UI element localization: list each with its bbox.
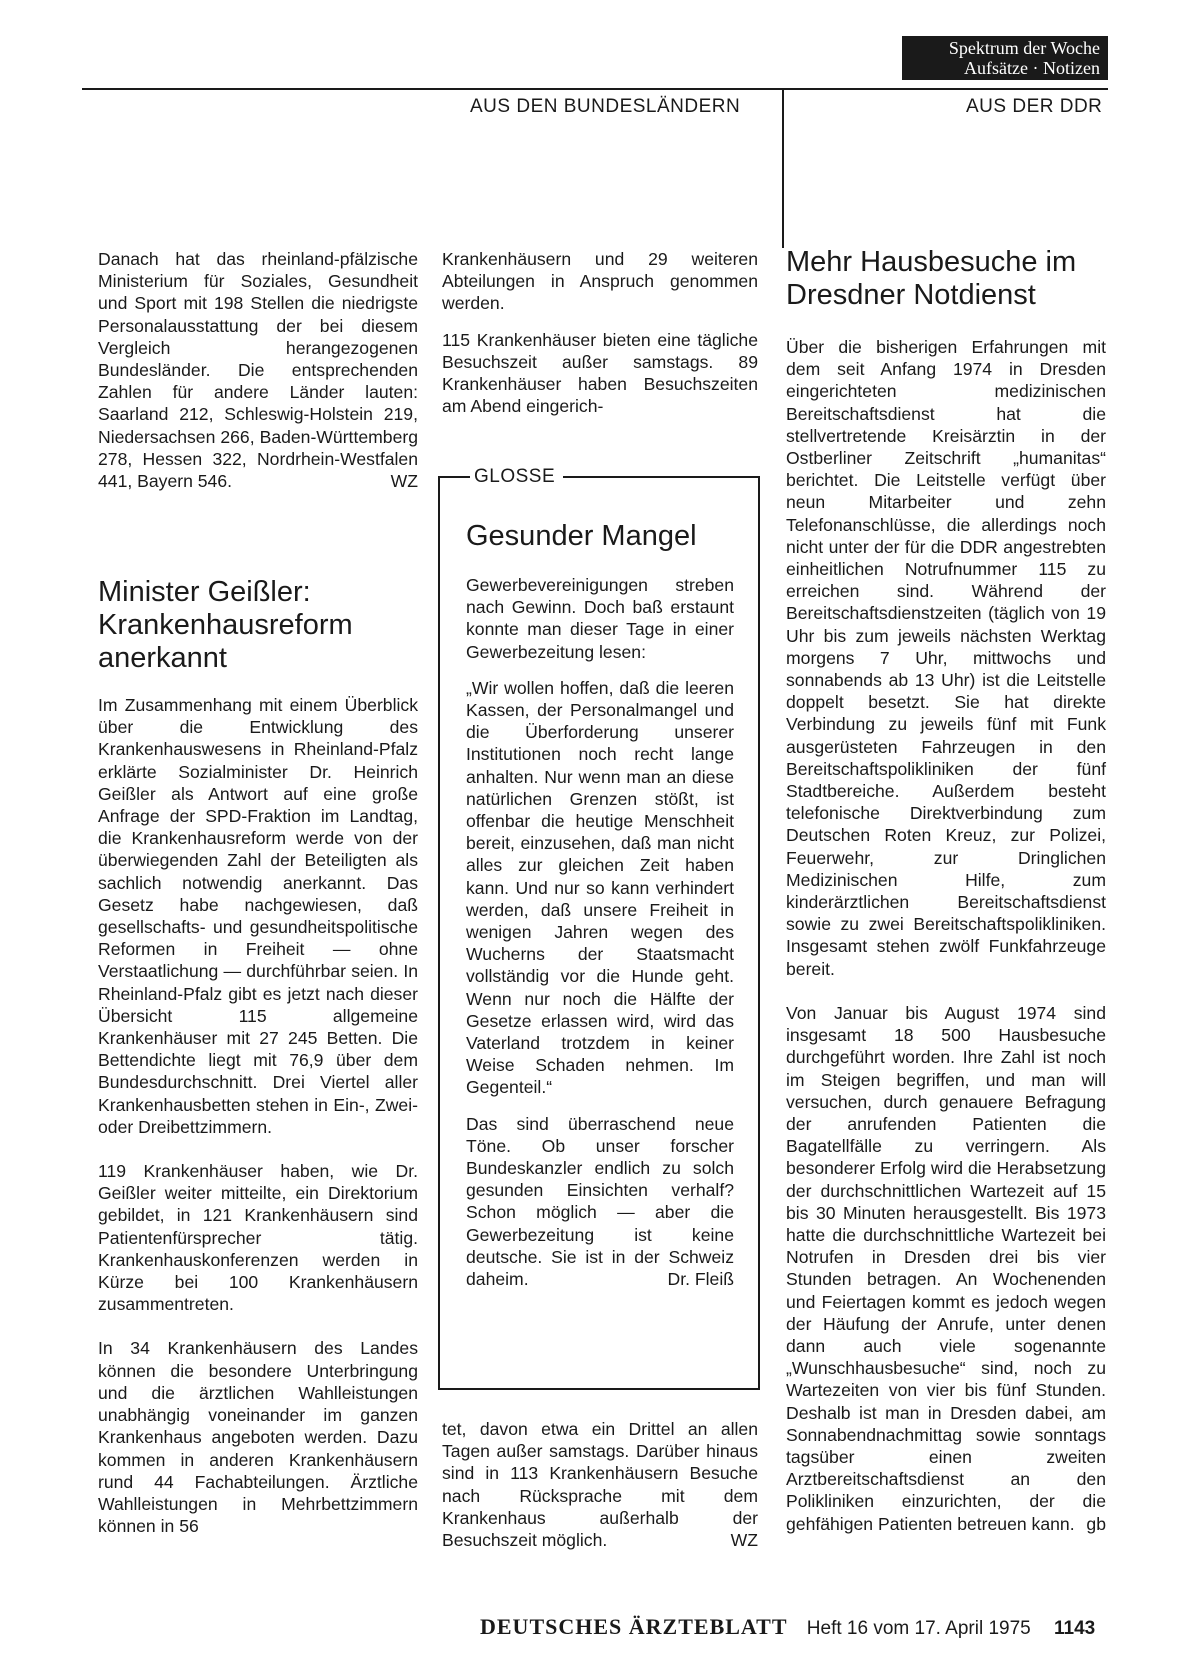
glosse-paragraph-3: Das sind überraschend neue Töne. Ob unser forscher Bundeskanzler endlich zu solch gesunden Einsichten verhalf? Schon möglich — aber die Gewerbezeitung ist keine deutsche. Sie ist in der Schweiz daheim. — [466, 1113, 734, 1290]
badge-line-2: Aufsätze · Notizen — [964, 58, 1100, 78]
section-title-ddr: AUS DER DDR — [966, 96, 1103, 117]
glosse-label: GLOSSE — [470, 466, 563, 488]
glosse-paragraph-2: „Wir wollen hoffen, daß die leeren Kassen, der Personalmangel und die Überforderung unserer Institutionen noch recht lange anhalten. Nur wenn man an diese natürlichen Grenzen stößt, ist offenbar die heutige Menschheit bereit, einzusehen, daß man nicht alles zur gleichen Zeit haben kann. Und nur so kann verhindert werden, daß unsere Freiheit in wenigen Jahren wegen des Wucherns der Staatsmacht vollständig vor die Hunde geht. Wenn nur noch die Hälfte der Gesetze erlassen wird, wird das Vaterland trotzdem in keiner Weise Schaden nehmen. Im Gegenteil.“ — [466, 677, 734, 1098]
article-heading-geissler: Minister Geißler: Krankenhausreform anerkannt — [98, 576, 353, 674]
page-footer — [480, 1614, 1110, 1640]
column-1-intro — [98, 248, 418, 492]
intro-paragraph: Danach hat das rheinland-pfälzische Ministerium für Soziales, Gesundheit und Sport mit 198 Stellen die niedrigste Personalausstattung der bei diesem Vergleich herangezogenen Bundesländer. Die entsprechenden Zahlen für andere Länder lauten: Saarland 212, Schleswig-Holstein 219, Niedersachsen 266, Baden-Württemberg 278, Hessen 322, Nordrhein-Westfalen 441, Bayern 546. — [98, 249, 418, 492]
glosse-body — [466, 574, 734, 1290]
section-divider — [782, 88, 784, 248]
article-heading-dresden: Mehr Hausbesuche im Dresdner Notdienst — [786, 246, 1077, 311]
intro-signature: WZ — [390, 471, 418, 492]
article-paragraph-3: In 34 Krankenhäusern des Landes können die besondere Unterbringung und die ärztlichen Wahlleistungen unabhängig voneinander im ganzen Krankenhaus angeboten werden. Dazu kommen in anderen Krankenhäusern rund 44 Fachabteilungen. Ärztliche Wahlleistungen in Mehrbettzimmern können in 56 — [98, 1338, 418, 1537]
column-3-article — [786, 336, 1106, 1535]
glosse-signature: Dr. Fleiß — [667, 1269, 734, 1290]
column-2-bottom — [442, 1418, 758, 1551]
page-number: 1143 — [1054, 1618, 1096, 1639]
badge-line-1: Spektrum der Woche — [948, 38, 1100, 58]
article-paragraph-1: Im Zusammenhang mit einem Überblick über die Entwicklung des Krankenhauswesens in Rheinland-Pfalz erklärte Sozialminister Dr. Heinrich Geißler als Antwort auf eine große Anfrage der SPD-Fraktion im Landtag, die Krankenhausreform werde von der überwiegenden Zahl der Beteiligten als sachlich notwendig anerkannt. Das Gesetz habe nachgewiesen, daß gesellschafts- und gesundheitspolitische Reformen in Freiheit — ohne Verstaatlichung — durchführbar seien. In Rheinland-Pfalz gibt es jetzt nach dieser Übersicht 115 allgemeine Krankenhäuser mit 27 245 Betten. Die Bettendichte liegt mit 76,9 über dem Bundesdurchschnitt. Drei Viertel aller Krankenhausbetten stehen in Ein-, Zwei- oder Dreibettzimmern. — [98, 695, 418, 1137]
col2-paragraph-1: Krankenhäusern und 29 weiteren Abteilungen in Anspruch genommen werden. — [442, 249, 758, 314]
article-paragraph-2: 119 Krankenhäuser haben, wie Dr. Geißler weiter mitteilte, ein Direktorium gebildet, in 121 Krankenhäusern sind Patientenfürsprecher tätig. Krankenhauskonferenzen werden in Kürze bei 100 Krankenhäusern zusammentreten. — [98, 1161, 418, 1315]
col2-paragraph-2: 115 Krankenhäuser bieten eine tägliche Besuchszeit außer samstags. 89 Krankenhäuser haben Besuchszeiten am Abend eingerich- — [442, 329, 758, 417]
glosse-paragraph-1: Gewerbevereinigungen streben nach Gewinn. Doch baß erstaunt konnte man dieser Tage in einer Gewerbezeitung lesen: — [466, 575, 734, 662]
dresden-signature: gb — [1086, 1513, 1106, 1534]
issue-info: Heft 16 vom 17. April 1975 — [806, 1618, 1031, 1639]
col2-signature: WZ — [730, 1530, 758, 1551]
column-2-top — [442, 248, 758, 417]
header-rule — [82, 88, 1108, 90]
column-1-article — [98, 694, 418, 1537]
section-title-bundeslaender: AUS DEN BUNDESLÄNDERN — [470, 96, 741, 117]
col2-paragraph-3: tet, davon etwa ein Drittel an allen Tagen außer samstags. Darüber hinaus sind in 113 Krankenhäusern Besuche nach Rücksprache mit dem Krankenhaus außerhalb der Besuchszeit möglich. — [442, 1419, 758, 1551]
dresden-paragraph-2: Von Januar bis August 1974 sind insgesamt 18 500 Hausbesuche durchgeführt worden. Ihre Zahl ist noch im Steigen begriffen, und man will versuchen, durch genauere Befragung der anrufenden Patienten die Bagatellfälle zu verringern. Als besonderer Erfolg wird die Herabsetzung der durchschnittlichen Wartezeit auf 15 bis 30 Minuten herausgestellt. Bis 1973 hatte die durchschnittliche Wartezeit bei Notrufen in Dresden drei bis vier Stunden betragen. An Wochenenden und Feiertagen kommt es jedoch wegen der Häufung der Anrufe, unter denen dann auch viele sogenannte „Wunschhausbesuche“ sind, noch zu Wartezeiten von vier bis fünf Stunden. Deshalb ist man in Dresden dabei, am Sonnabendnachmittag sowie sonntags tagsüber einen zweiten Arztbereitschaftsdienst an den Polikliniken einzurichten, der die gehfähigen Patienten betreuen kann. — [786, 1002, 1106, 1534]
dresden-paragraph-1: Über die bisherigen Erfahrungen mit dem seit Anfang 1974 in Dresden eingerichteten medizinischen Bereitschaftsdienst hat die stellvertretende Kreisärztin in der Ostberliner Zeitschrift „humanitas“ berichtet. Die Leitstelle verfügt über neun Mitarbeiter und zehn Telefonanschlüsse, die allerdings noch nicht unter der für die DDR angestrebten einheitlichen Notrufnummer 115 zu erreichen sind. Während der Bereitschaftsdienstzeiten (täglich von 19 Uhr bis zum jeweils nächsten Werktag morgens 7 Uhr, mittwochs und sonnabends ab 13 Uhr) ist die Leitstelle doppelt besetzt. Sie hat direkte Verbindung zu jeweils fünf mit Funk ausgerüsteten Fahrzeugen in den Bereitschaftspolikliniken der fünf Stadtbereiche. Außerdem besteht telefonische Direktverbindung zum Deutschen Roten Kreuz, zur Polizei, Feuerwehr, zur Dringlichen Medizinischen Hilfe, zum kinderärztlichen Bereitschaftsdienst sowie zu zwei Bereitschaftspolikliniken. Insgesamt stehen zwölf Funkfahrzeuge bereit. — [786, 337, 1106, 979]
glosse-heading: Gesunder Mangel — [466, 520, 697, 552]
journal-name: DEUTSCHES ÄRZTEBLATT — [480, 1614, 788, 1639]
section-badge — [902, 36, 1108, 80]
